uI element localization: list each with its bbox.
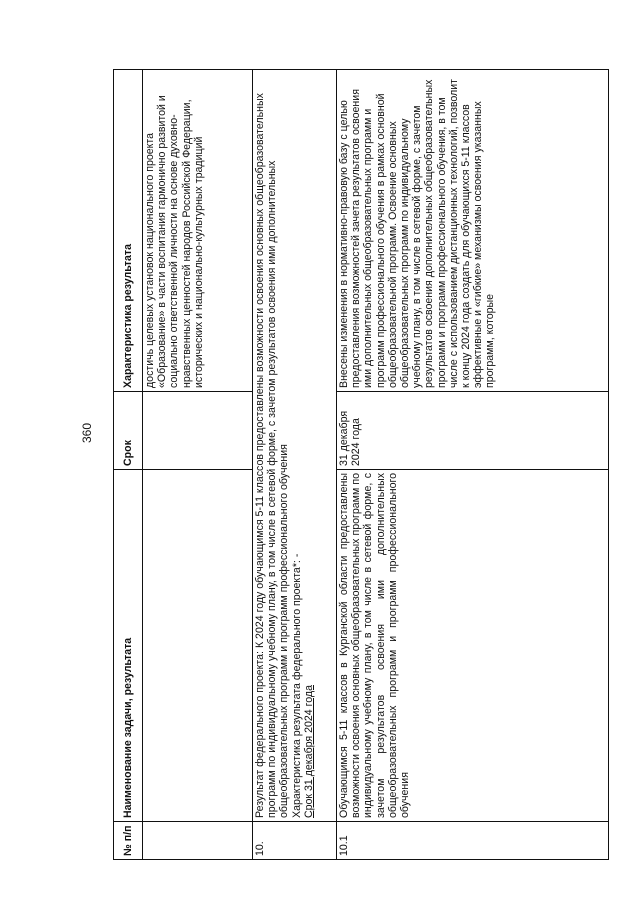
table-header-row [114, 70, 143, 860]
cell-number: 10.1 [337, 822, 609, 860]
rotated-table-container [113, 70, 609, 860]
cell-task [143, 470, 253, 822]
cell-number [143, 822, 253, 860]
header-deadline: Срок [114, 392, 143, 470]
cell-characteristic: Внесены изменения в нормативно-правовую базу с целью предоставления возможностей зачета результатов освоения ими дополнительных общеобразовательных программ и программ профессионального обучения в рамках основной общеобразовательной программ. Освоение основных общеобразовательных программ по индивидуальному учебному плану, в том числе в сетевой форме, с зачетом результатов освоения дополнительных общеобразовательных программ и программ профессионального обучения, в том числе с использованием дистанционных технологий, позволит к концу 2024 года создать для обучающихся 5-11 классов эффективные и «гибкие» механизмы освоения указанных программ, которые [337, 70, 609, 392]
cell-result [253, 70, 337, 822]
table-row-result-10 [253, 70, 337, 860]
cell-task: Обучающимся 5-11 классов в Курганской области предоставлены возможности освоения основных общеобразовательных программ по индивидуальному учебному плану, в том числе в сетевой форме, с зачетом результатов освоения ими дополнительных общеобразовательных программ и программ профессионального обучения [337, 470, 609, 822]
cell-deadline [143, 392, 253, 470]
table-row [143, 70, 253, 860]
results-table [113, 69, 609, 860]
result-text: Результат федерального проекта: К 2024 году обучающимся 5-11 классов предоставлены возможности освоения основных общеобразовательных программ по индивидуальному учебному плану, в том числе в сетевой форме, с зачетом результатов освоения ими дополнительных общеобразовательных программ и программ профессионального обучения [254, 93, 291, 818]
cell-characteristic: достичь целевых установок национального проекта «Образование» в части воспитания гармонично развитой и социально ответственной личности на основе духовно-нравственных ценностей народов Российской Федерации, исторических и национально-культурных традиций [143, 70, 253, 392]
result-characteristic: Характеристика результата федерального проекта*: - [290, 553, 303, 818]
cell-number: 10. [253, 822, 337, 860]
header-number: № п/п [114, 822, 143, 860]
header-characteristic: Характеристика результата [114, 70, 143, 392]
result-deadline: Срок 31 декабря 2024 года [302, 685, 315, 818]
header-task: Наименование задачи, результата [114, 470, 143, 822]
table-row [337, 70, 609, 860]
page-number: 360 [80, 422, 94, 443]
cell-deadline: 31 декабря 2024 года [337, 392, 609, 470]
